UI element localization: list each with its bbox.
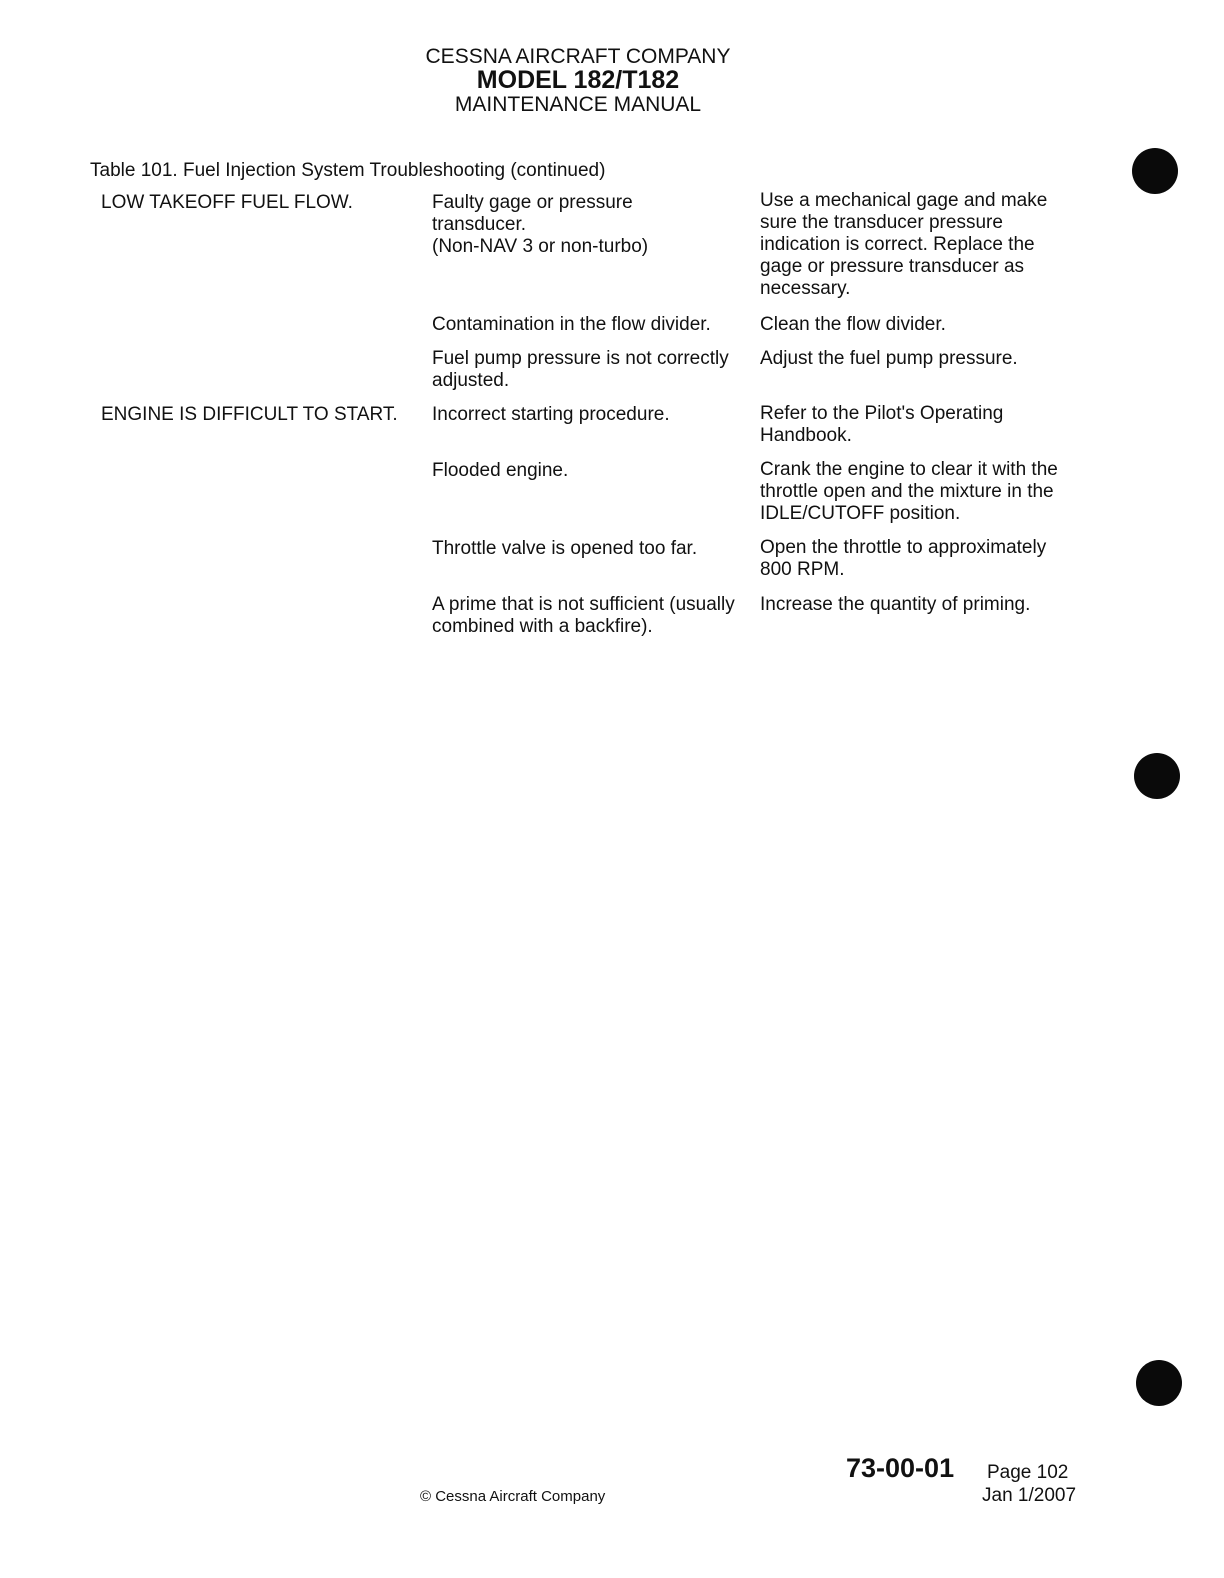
document-header [0,46,1156,115]
cause-cell: Incorrect starting procedure. [432,404,670,425]
remedy-cell: Crank the engine to clear it with the throttle open and the mixture in the IDLE/CUTOFF position. [760,459,1058,524]
cause-cell: Contamination in the flow divider. [432,314,711,335]
manual-title: MAINTENANCE MANUAL [454,93,702,116]
remedy-cell: Increase the quantity of priming. [760,594,1031,615]
page-number: Page 102 [987,1462,1069,1483]
binder-hole-icon [1136,1360,1182,1406]
remedy-cell: Adjust the fuel pump pressure. [760,348,1018,369]
copyright-notice: © Cessna Aircraft Company [420,1488,606,1505]
cause-cell: Fuel pump pressure is not correctly adjusted. [432,348,729,391]
binder-hole-icon [1134,753,1180,799]
model-title: MODEL 182/T182 [476,66,680,94]
revision-date: Jan 1/2007 [982,1485,1077,1506]
remedy-cell: Open the throttle to approximately 800 RPM. [760,537,1047,580]
trouble-cell: ENGINE IS DIFFICULT TO START. [101,404,398,425]
cause-cell [432,192,672,258]
trouble-cell: LOW TAKEOFF FUEL FLOW. [101,192,353,213]
company-name: CESSNA AIRCRAFT COMPANY [425,45,731,68]
cause-text: Faulty gage or pressure transducer. (Non-NAV 3 or non-turbo) [432,192,649,257]
table-title: Table 101. Fuel Injection System Troubleshooting (continued) [90,160,606,181]
remedy-cell: Use a mechanical gage and make sure the transducer pressure indication is correct. Replace the gage or pressure transducer as necessary. [760,190,1048,299]
cause-cell: Flooded engine. [432,460,569,481]
binder-hole-icon [1132,148,1178,194]
remedy-cell: Clean the flow divider. [760,314,946,335]
section-code: 73-00-01 [846,1453,955,1483]
cause-cell: A prime that is not sufficient (usually combined with a backfire). [432,594,735,637]
cause-cell: Throttle valve is opened too far. [432,538,698,559]
remedy-cell: Refer to the Pilot's Operating Handbook. [760,403,1004,446]
